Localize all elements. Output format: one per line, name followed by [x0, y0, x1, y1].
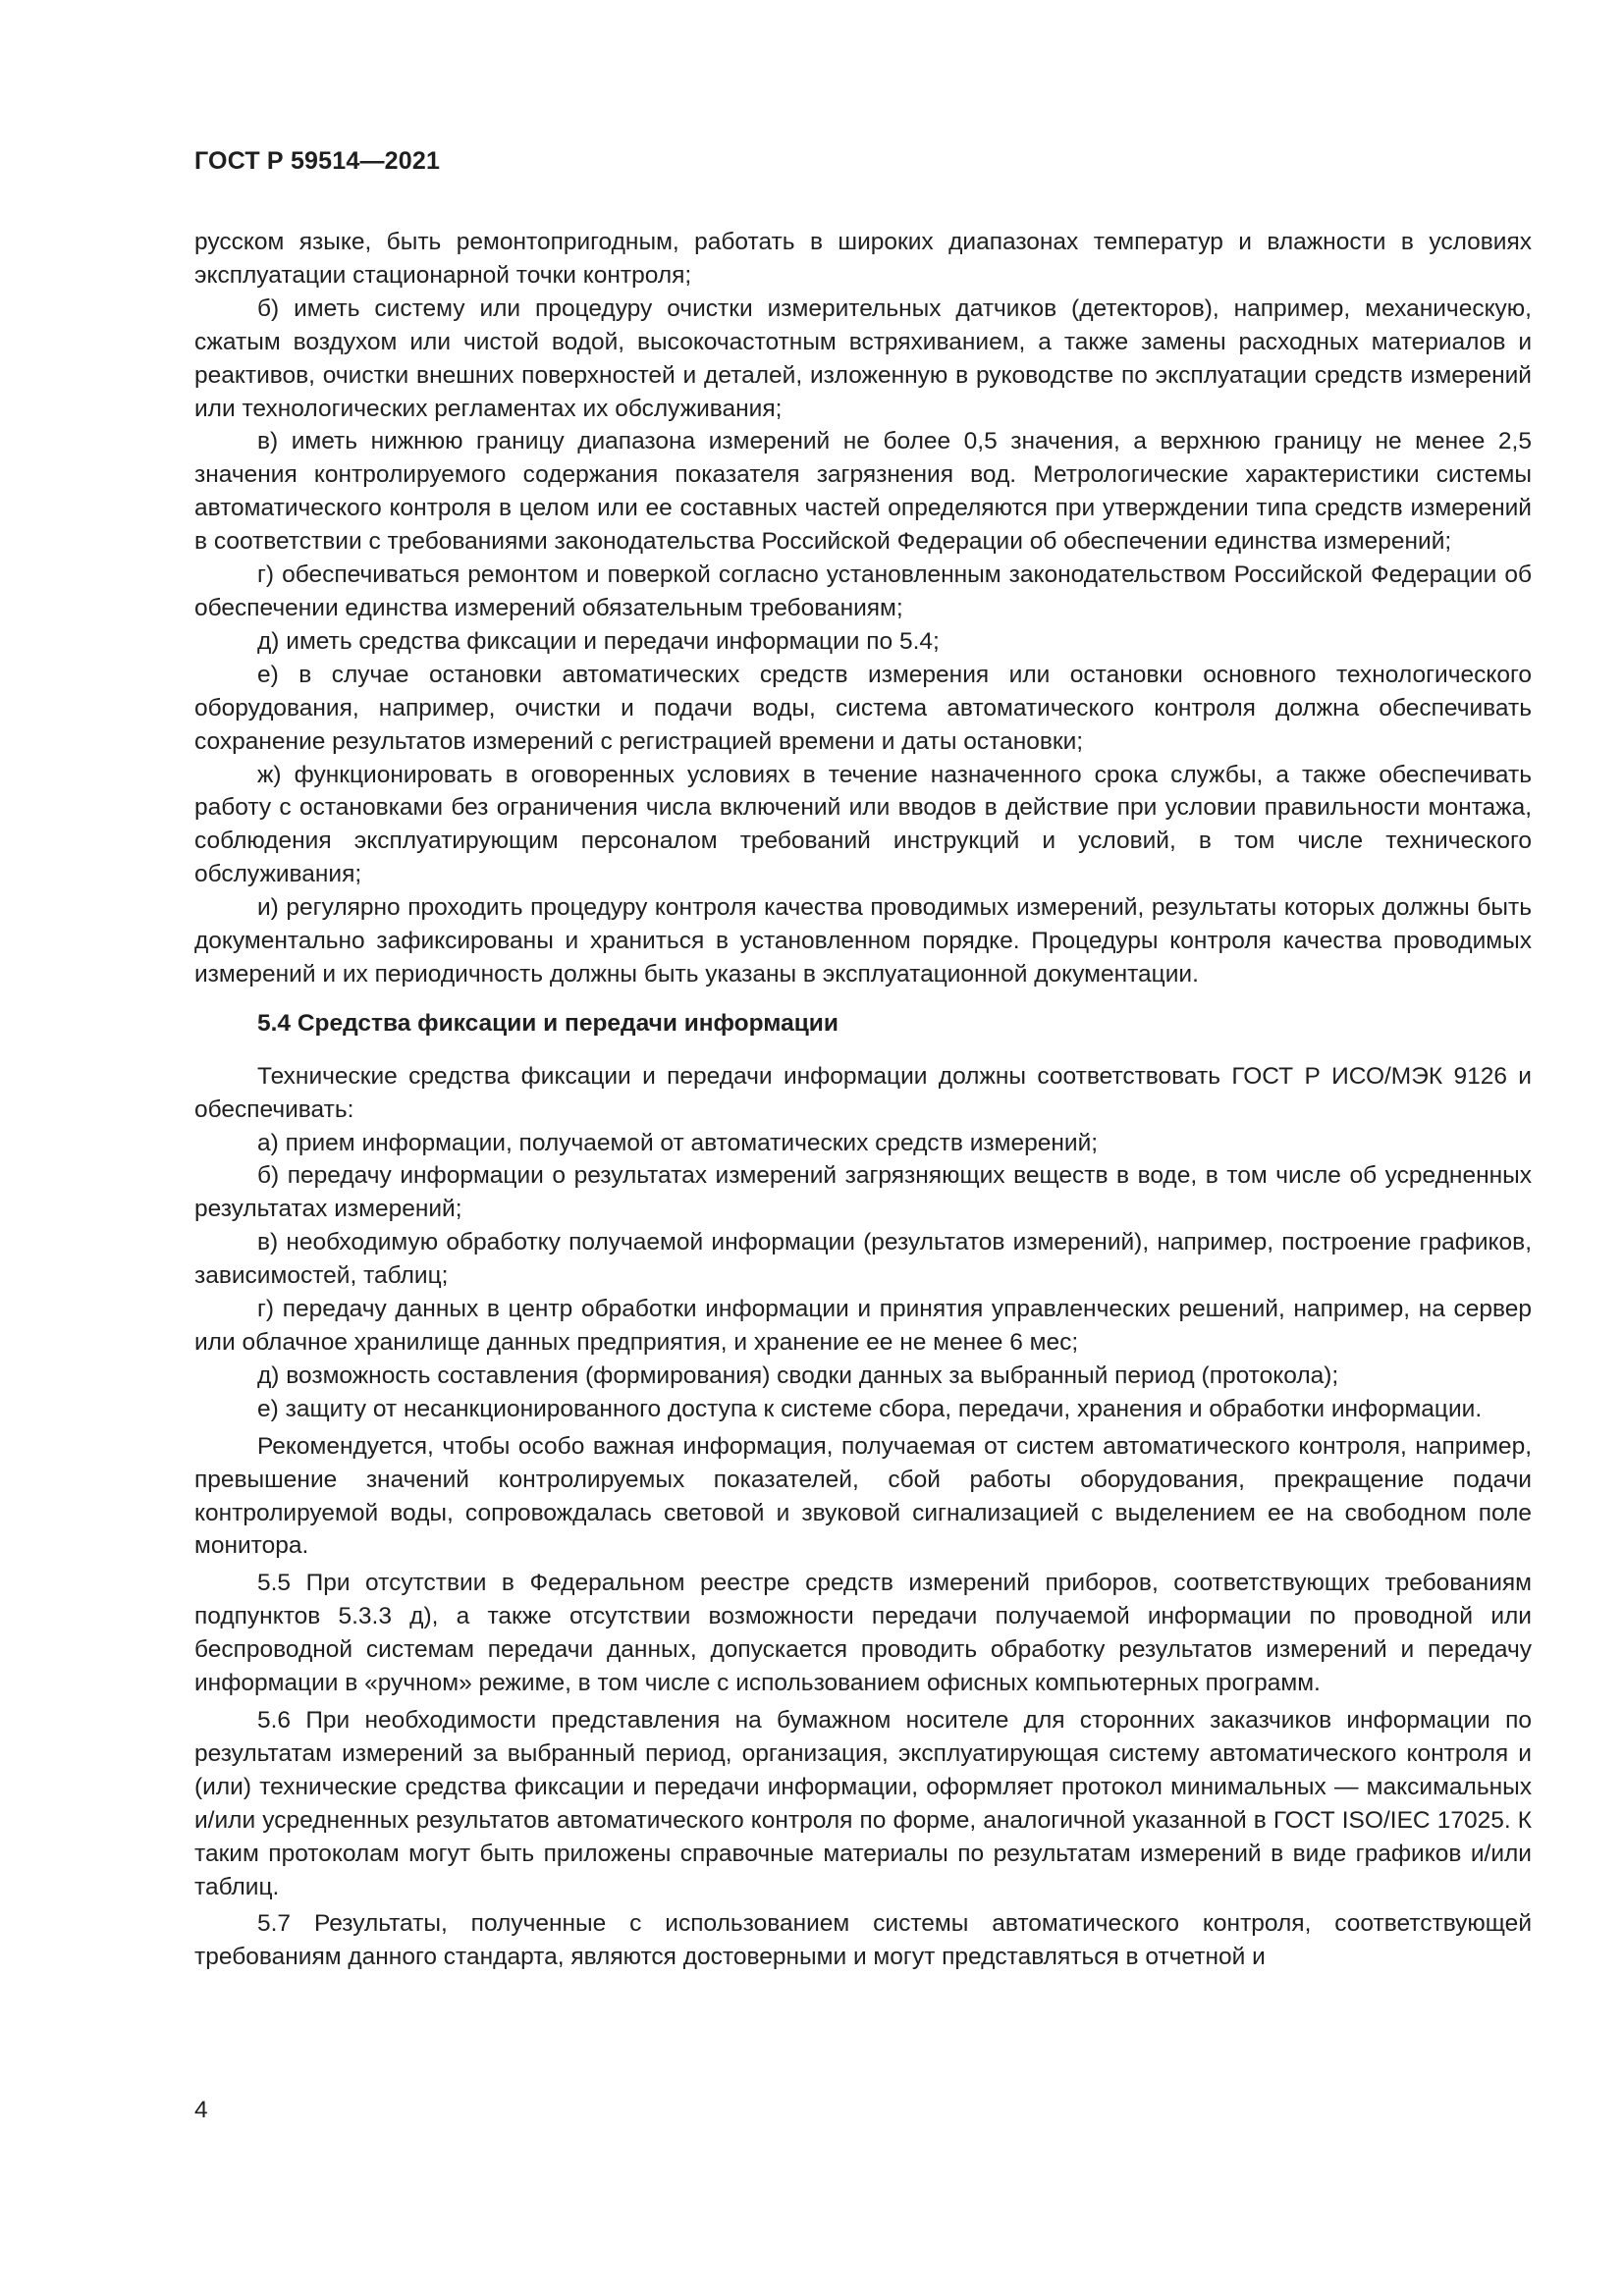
list-item-v: в) иметь нижнюю границу диапазона измерений не более 0,5 значения, а верхнюю границу не менее 2,5 значения контролируемого содержания показателя загрязнения вод. Метрологические характеристики системы автоматического контроля в целом или ее составных частей определяются при утверждении типа средств измерений в соответствии с требованиями законодательства Российской Федерации об обеспечении единства измерений;: [194, 428, 1532, 556]
clause-5-7: 5.7 Результаты, полученные с использованием системы автоматического контроля, соответствующей требованиям данного стандарта, являются достоверными и могут представляться в отчетной и: [194, 1910, 1532, 1971]
paragraph: Рекомендуется, чтобы особо важная информация, получаемая от систем автоматического контроля, например, превышение значений контролируемых показателей, сбой работы оборудования, прекращение подачи контролируемой воды, сопровождалась световой и звуковой сигнализацией с выделением ее на свободном поле монитора.: [194, 1432, 1532, 1560]
paragraph: Технические средства фиксации и передачи информации должны соответствовать ГОСТ Р ИСО/МЭК 9126 и обеспечивать:: [194, 1062, 1532, 1123]
page-number: 4: [194, 2097, 208, 2123]
standard-header: ГОСТ Р 59514—2021: [194, 147, 441, 175]
list-item-b: б) иметь систему или процедуру очистки измерительных датчиков (детекторов), например, механическую, сжатым воздухом или чистой водой, высокочастотным встряхиванием, а также замены расходных материалов и реактивов, очистки внешних поверхностей и деталей, изложенную в руководстве по эксплуатации средств измерений или технологических регламентах их обслуживания;: [194, 294, 1532, 422]
list-item-b2: б) передачу информации о результатах измерений загрязняющих веществ в воде, в том числе об усредненных результатах измерений;: [194, 1162, 1532, 1223]
clause-5-5: 5.5 При отсутствии в Федеральном реестре средств измерений приборов, соответствующих требованиям подпунктов 5.3.3 д), а также отсутствии возможности передачи получаемой информации по проводной или беспроводной системам передачи данных, допускается проводить обработку результатов измерений и передачу информации в «ручном» режиме, в том числе с использованием офисных компьютерных программ.: [194, 1570, 1532, 1697]
section-heading: 5.4 Средства фиксации и передачи информации: [257, 1009, 839, 1037]
list-item-a: а) прием информации, получаемой от автоматических средств измерений;: [257, 1129, 1099, 1156]
clause-5-6: 5.6 При необходимости представления на бумажном носителе для сторонних заказчиков информации по результатам измерений за выбранный период, организация, эксплуатирующая систему автоматического контроля и (или) технические средства фиксации и передачи информации, оформляет протокол минимальных — максимальных и/или усредненных результатов автоматического контроля по форме, аналогичной указанной в ГОСТ ISO/IEC 17025. К таким протоколам могут быть приложены справочные материалы по результатам измерений в виде графиков и/или таблиц.: [194, 1706, 1532, 1900]
document-body: [194, 226, 1532, 1974]
list-item-i: и) регулярно проходить процедуру контроля качества проводимых измерений, результаты которых должны быть документально зафиксированы и храниться в установленном порядке. Процедуры контроля качества проводимых измерений и их периодичность должны быть указаны в эксплуатационной документации.: [194, 894, 1532, 988]
paragraph: русском языке, быть ремонтопригодным, работать в широких диапазонах температур и влажности в условиях эксплуатации стационарной точки контроля;: [194, 229, 1532, 289]
list-item-g2: г) передачу данных в центр обработки информации и принятия управленческих решений, например, на сервер или облачное хранилище данных предприятия, и хранение ее не менее 6 мес;: [194, 1296, 1532, 1356]
list-item-d: д) иметь средства фиксации и передачи информации по 5.4;: [257, 627, 940, 655]
list-item-zh: ж) функционировать в оговоренных условиях в течение назначенного срока службы, а также обеспечивать работу с остановками без ограничения числа включений или вводов в действие при условии правильности монтажа, соблюдения эксплуатирующим персоналом требований инструкций и условий, в том числе технического обслуживания;: [194, 761, 1532, 888]
list-item-d2: д) возможность составления (формирования) сводки данных за выбранный период (протокола);: [257, 1362, 1339, 1389]
list-item-g: г) обеспечиваться ремонтом и поверкой согласно установленным законодательством Российской Федерации об обеспечении единства измерений обязательным требованиям;: [194, 561, 1532, 621]
list-item-e: е) в случае остановки автоматических средств измерения или остановки основного технологического оборудования, например, очистки и подачи воды, система автоматического контроля должна обеспечивать сохранение результатов измерений с регистрацией времени и даты остановки;: [194, 661, 1532, 755]
list-item-v2: в) необходимую обработку получаемой информации (результатов измерений), например, построение графиков, зависимостей, таблиц;: [194, 1229, 1532, 1290]
list-item-e2: е) защиту от несанкционированного доступа к системе сбора, передачи, хранения и обработки информации.: [257, 1395, 1483, 1422]
